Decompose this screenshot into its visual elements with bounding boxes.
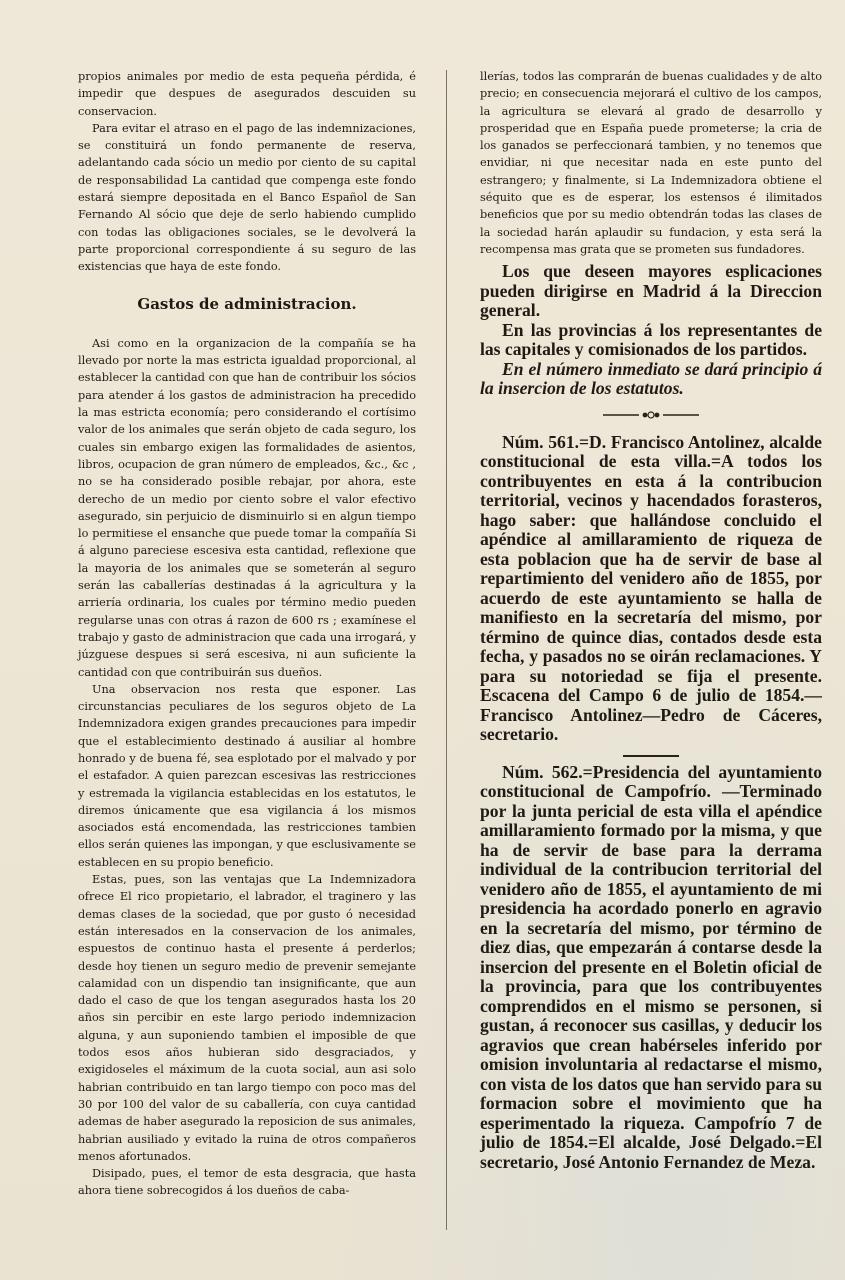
paragraph-provincias: En las provincias á los representantes de las capitales y comisionados de los partidos. bbox=[480, 319, 822, 360]
notice-562: Núm. 562.=Presidencia del ayuntamiento constitucional de Campofrío. —Terminado por la junta pericial de esta villa el apéndice amillaramiento formado por la misma, y que ha de servir de base para la derrama individual de la contribucion territorial del venidero año de 1855, el ayuntamiento de mi presidencia ha acordado ponerlo en agravio en la secretaría del mismo, por término de diez dias, que empezarán á contarse desde la insercion del presente en el Boletin oficial de la provincia, para que los contribuyentes comprendidos en el mismo se personen, si gustan, á reconocer sus casillas, y deducir los agravios que crean habérseles inferido por omision involuntaria al redactarse el mismo, con vista de los datos que han servido para su formacion sobre el movimiento que ha esperimentado la riqueza. Campofrío 7 de julio de 1854.=El alcalde, José Delgado.=El secretario, José Antonio Fernandez de Meza. bbox=[480, 761, 822, 1172]
paragraph-gastos: Asi como en la organizacion de la compañía se ha llevado por norte la mas estricta igualdad proporcional, al establecer la cantidad con que han de contribuir los sócios para atender á los gastos de administracion ha precedido la mas estricta economía; pero considerando el cortísimo valor de los animales que serán objeto de cada seguro, los cuales sin embargo exigen las formalidades de asientos, libros, ocupacion de gran número de empleados, &c., &c , no se ha considerado posible rebajar, por ahora, este derecho de un medio por ciento sobre el valor efectivo asegurado, sin perjuicio de disminuirlo si en algun tiempo lo permitiese el ensanche que puede tomar la compañía Si á alguno pareciese escesiva esta cantidad, reflexione que la mayoria de los animales que se someterán al seguro serán las caballerías destinadas á la agricultura y la arriería ordinaria, los cuales por término medio pueden regularse unas con otras á razon de 600 rs ; examínese el trabajo y gasto de administracion que cada una irrogará, y júzguese despues si será escesiva, ni aun suficiente la cantidad con que contribuirán sus dueños. bbox=[78, 336, 416, 679]
short-rule bbox=[623, 755, 679, 757]
paragraph-estatutos: En el número inmediato se dará principio á la insercion de los estatutos. bbox=[480, 358, 822, 399]
ornament-divider bbox=[603, 411, 699, 419]
paragraph-intro: propios animales por medio de esta pequeña pérdida, é impedir que despues de asegurados descuiden su conservacion. bbox=[78, 70, 416, 118]
paragraph-disipado: Disipado, pues, el temor de esta desgracia, que hasta ahora tiene sobrecogidos á los dueños de caba- bbox=[78, 1167, 416, 1198]
left-column bbox=[78, 68, 416, 1200]
paragraph-observacion: Una observacion nos resta que esponer. Las circunstancias peculiares de los seguros objeto de La Indemnizadora exigen grandes precauciones para impedir que el establecimiento destinado á ausiliar al hombre honrado y de buena fé, sea esplotado por el malvado y por el estafador. A quien parezcan escesivas las restricciones y estremada la vigilancia establecidas en los estatutos, le diremos únicamente que esa vigilancia á los mismos asociados está encomendada, las restricciones tambien ellos serán quienes las impongan, y que esclusivamente se establecen en su propio beneficio. bbox=[78, 682, 416, 869]
column-divider bbox=[446, 70, 447, 1230]
paragraph-madrid: Los que deseen mayores esplicaciones pueden dirigirse en Madrid á la Direccion general. bbox=[480, 261, 822, 321]
paragraph-ventajas: Estas, pues, son las ventajas que La Indemnizadora ofrece El rico propietario, el labrador, el traginero y las demas clases de la sociedad, que por gusto ó necesidad están interesados en la conservacion de los animales, espuestos de continuo hasta el presente á perderlos; desde hoy tienen un seguro medio de prevenir semejante calamidad con un dispendio tan insignificante, que aun dado el caso de que los tengan asegurados hasta los 20 años sin percibir en este largo periodo indemnizacion alguna, y aun suponiendo tambien el imposible de que todos esos años hubieran sido desgraciados, y exigidoseles el máximum de la cuota social, aun asi solo habrian contribuido en tan largo tiempo con poco mas del 30 por 100 del valor de su caballería, con cuya cantidad ademas de haber asegurado la reposicion de sus animales, habrian ausiliado y evitado la ruina de otros compañeros menos afortunados. bbox=[78, 873, 416, 1163]
notice-561: Núm. 561.=D. Francisco Antolinez, alcalde constitucional de esta villa.=A todos los contribuyentes en esta á la contribucion territorial, vecinos y hacendados forasteros, hago saber: que hallándose concluido el apéndice al amillaramiento de riqueza de esta poblacion que ha de servir de base al repartimiento del venidero año de 1855, por acuerdo de este ayuntamiento se halla de manifiesto en la secretaría del mismo, por término de quince dias, contados desde esta fecha, y pasados no se oirán reclamaciones. Y para su notoriedad se fija el presente. Escacena del Campo 6 de julio de 1854.—Francisco Antolinez—Pedro de Cáceres, secretario. bbox=[480, 431, 822, 745]
right-column bbox=[480, 68, 822, 1172]
section-heading: Gastos de administracion. bbox=[137, 294, 357, 313]
paragraph-fondo: Para evitar el atraso en el pago de las indemnizaciones, se constituirá un fondo permanente de reserva, adelantando cada sócio un medio por ciento de su capital de responsabilidad La cantidad que compenga este fondo estará siempre depositada en el Banco Español de San Fernando Al sócio que deje de serlo habiendo cumplido con todas las obligaciones sociales, se le devolverá la parte proporcional correspondiente á su seguro de las existencias que haya de este fondo. bbox=[78, 121, 416, 274]
paragraph-continuacion: llerías, todos las comprarán de buenas cualidades y de alto precio; en consecuencia mejorará el cultivo de los campos, la agricultura se elevará al grado de desarrollo y prosperidad que en España puede prometerse; la cria de los ganados se perfeccionará tambien, y no tenemos que envidiar, ni que necesitar nada en este punto del estrangero; y finalmente, si La Indemnizadora obtiene el séquito que es de esperar, los estensos é ilimitados beneficios que por su medio obtendrán todas las clases de la sociedad harán aplaudir su fundacion, y esta será la recompensa mas grata que se prometen sus fundadores. bbox=[480, 70, 822, 256]
